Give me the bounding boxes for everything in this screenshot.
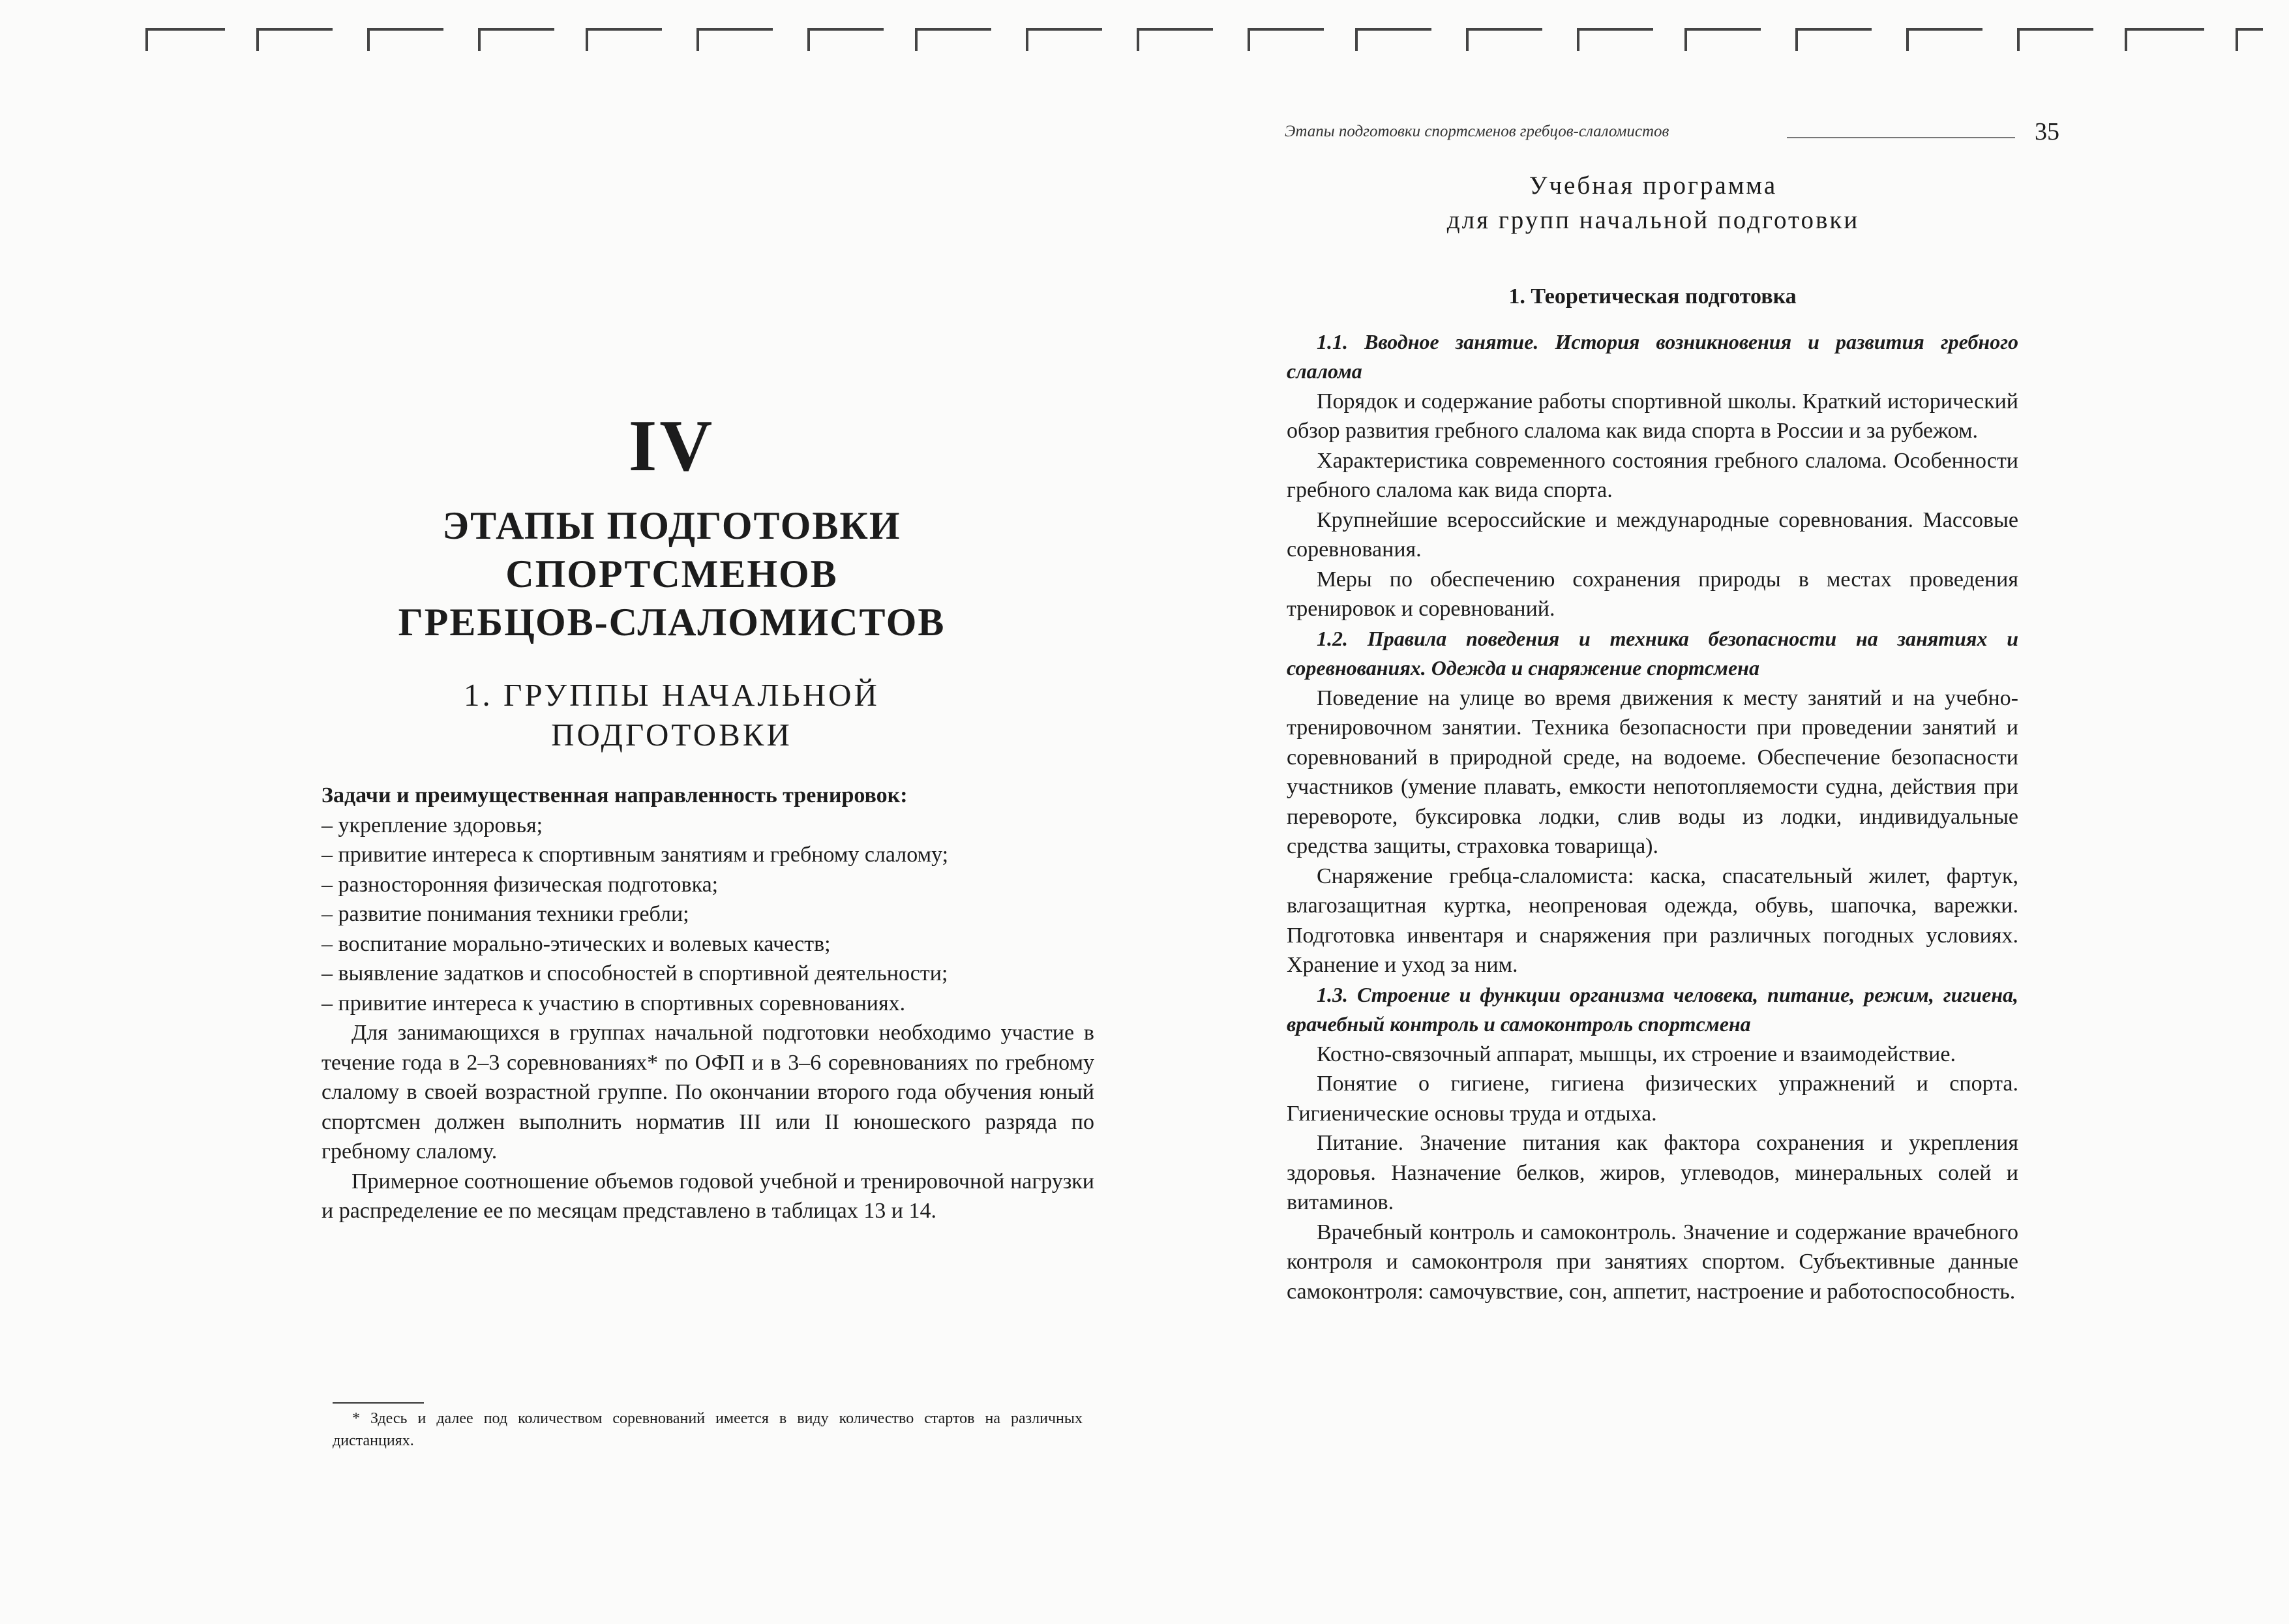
program-title-line: Учебная программа (1529, 172, 1778, 200)
task-item: – привитие интереса к участию в спортивных соревнованиях. (322, 991, 906, 1015)
task-item: – привитие интереса к спортивным занятиям и гребному слалому; (322, 843, 949, 867)
part-title (313, 502, 1030, 646)
topic-heading: 1.1. Вводное занятие. История возникновения и развития гребного слалома (1287, 329, 2018, 383)
body-paragraph: Костно-связочный аппарат, мышцы, их строение и взаимодействие. (1317, 1042, 1956, 1066)
body-paragraph: Врачебный контроль и самоконтроль. Значение и содержание врачебного контроля и самоконтроля при занятиях спортом. Субъективные данные самоконтроля: самочувствие, сон, аппетит, настроение и работоспособность. (1287, 1220, 2018, 1304)
task-item: – развитие понимания техники гребли; (322, 902, 689, 926)
topic-heading: 1.3. Строение и функции организма человека, питание, режим, гигиена, врачебный контроль и самоконтроль спортсмена (1287, 982, 2018, 1036)
task-item: – разносторонняя физическая подготовка; (322, 872, 719, 897)
part-title-line: СПОРТСМЕНОВ (505, 552, 838, 595)
body-paragraph: Питание. Значение питания как фактора сохранения и укрепления здоровья. Назначение белков, жиров, углеводов, минеральных солей и витаминов. (1287, 1131, 2018, 1214)
body-paragraph: Снаряжение гребца-слаломиста: каска, спасательный жилет, фартук, влагозащитная куртка, неопреновая одежда, обувь, шапочка, варежки. Подготовка инвентаря и снаряжения при различных погодных условиях. Хранение и уход за ним. (1287, 864, 2018, 977)
footnote-rule (333, 1402, 424, 1404)
body-paragraph: Для занимающихся в группах начальной подготовки необходимо участие в течение года в 2–3 соревнованиях* по ОФП и в 3–6 соревнованиях по гребному слалому в своей возрастной группе. По окончании второго года обучения юный спортсмен должен выполнить норматив III или II юношеского разряда по гребному слалому. (322, 1021, 1094, 1164)
body-paragraph: Примерное соотношение объемов годовой учебной и тренировочной нагрузки и распределение ее по месяцам представлено в таблицах 13 и 14. (322, 1169, 1094, 1223)
part-title-line: ГРЕБЦОВ-СЛАЛОМИСТОВ (398, 600, 946, 644)
body-paragraph: Характеристика современного состояния гребного слалома. Особенности гребного слалома как вида спорта. (1287, 448, 2018, 502)
task-item: – воспитание морально-этических и волевых качеств; (322, 931, 831, 956)
tasks-block (322, 781, 1094, 1226)
section-title-line: 1. ГРУППЫ НАЧАЛЬНОЙ (464, 677, 880, 713)
body-paragraph: Крупнейшие всероссийские и международные соревнования. Массовые соревнования. (1287, 507, 2018, 562)
body-paragraph: Порядок и содержание работы спортивной школы. Краткий исторический обзор развития гребного слалома как вида спорта в России и за рубежом. (1287, 389, 2018, 443)
task-item: – укрепление здоровья; (322, 813, 543, 837)
part-number: IV (628, 406, 715, 487)
part-title-line: ЭТАПЫ ПОДГОТОВКИ (442, 504, 901, 547)
section-title (313, 675, 1030, 755)
right-page (1144, 0, 2289, 1624)
left-page (0, 0, 1144, 1624)
body-paragraph: Понятие о гигиене, гигиена физических упражнений и спорта. Гигиенические основы труда и отдыха. (1287, 1072, 2018, 1126)
program-title-line: для групп начальной подготовки (1446, 206, 1860, 234)
body-paragraph: Меры по обеспечению сохранения природы в местах проведения тренировок и соревнований. (1287, 567, 2018, 621)
running-head-rule (1787, 137, 2015, 138)
section-heading: 1. Теоретическая подготовка (1508, 284, 1797, 308)
footnote: * Здесь и далее под количеством соревнований имеется в виду количество стартов на различных дистанциях. (333, 1410, 1083, 1449)
page-number: 35 (2035, 118, 2059, 145)
program-title (1291, 168, 2015, 237)
topic-heading: 1.2. Правила поведения и техника безопасности на занятиях и соревнованиях. Одежда и снаряжение спортсмена (1287, 626, 2018, 680)
task-item: – выявление задатков и способностей в спортивной деятельности; (322, 961, 948, 985)
right-body (1287, 282, 2018, 1306)
body-paragraph: Поведение на улице во время движения к месту занятий и на учебно-тренировочном занятии. Техника безопасности при проведении занятий и соревнований в природной среде, на водоеме. Обеспечение безопасности участников (умение плавать, емкости непотопляемости судна, действия при перевороте, буксировка лодки, слив воды из лодки, индивидуальные средства защиты, страховка товарища). (1287, 685, 2018, 858)
running-head: Этапы подготовки спортсменов гребцов-слаломистов (1285, 123, 1669, 140)
tasks-heading: Задачи и преимущественная направленность тренировок: (322, 783, 908, 807)
section-title-line: ПОДГОТОВКИ (551, 717, 792, 753)
